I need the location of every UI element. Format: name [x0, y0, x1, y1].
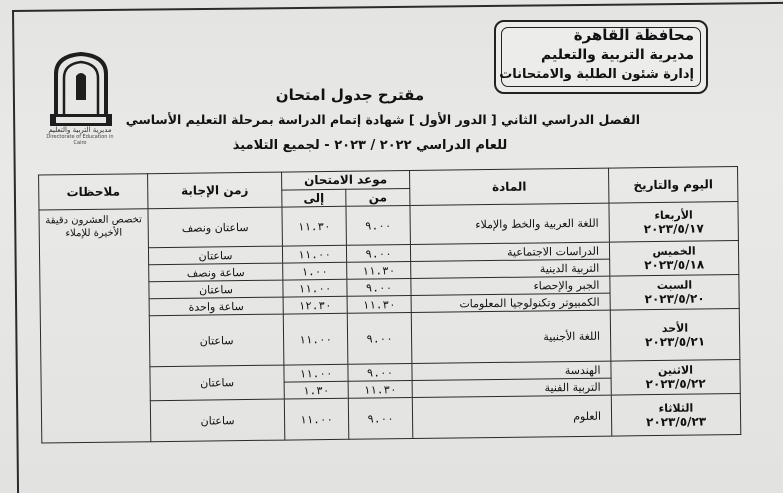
day-date-cell: [610, 308, 740, 361]
end-time-cell: ١.٠٠: [283, 262, 347, 280]
header-notes: ملاحظات: [39, 174, 148, 210]
exam-schedule-table: [38, 166, 741, 444]
duration-cell: ساعتان: [149, 280, 283, 299]
start-time-cell: ٩.٠٠: [347, 279, 411, 297]
day-date-cell: [609, 241, 738, 277]
end-time-cell: ١١.٠٠: [282, 245, 346, 263]
authority-directorate: مديرية التربية والتعليم: [541, 47, 694, 63]
day-name: الاثنين: [657, 363, 694, 377]
start-time-cell: ٩.٠٠: [346, 206, 410, 246]
start-time-cell: ١١.٣٠: [348, 380, 412, 398]
document-subtitle: الفصل الدراسي الثاني [ الدور الأول ] شهادة إتمام الدراسة بمرحلة التعليم الأساسي: [125, 112, 640, 127]
start-time-cell: ١١.٣٠: [347, 262, 411, 280]
logo-caption-english: Directorate of Education in Cairo: [46, 134, 114, 146]
duration-cell: ساعة ونصف: [149, 263, 283, 282]
notes-cell: تخصص العشرون دقيقة الأخيرة للإملاء: [39, 209, 151, 443]
logo-caption-arabic: مديرية التربية والتعليم: [48, 126, 112, 134]
header-exam-time: موعد الامتحان: [282, 171, 410, 190]
document-title: مقترح جدول امتحان: [275, 86, 425, 104]
start-time-cell: ٩.٠٠: [348, 397, 412, 439]
exam-date: ٢٠٢٣/٥/٢٢: [645, 376, 706, 392]
exam-date: ٢٠٢٣/٥/١٨: [644, 257, 705, 273]
duration-cell: ساعة واحدة: [149, 297, 283, 316]
end-time-cell: ١٢.٣٠: [283, 296, 347, 314]
header-to: إلى: [282, 189, 346, 207]
subject-cell: الجبر والإحصاء: [411, 276, 610, 295]
subject-cell: العلوم: [412, 395, 611, 438]
day-date-cell: [610, 274, 739, 310]
subject-cell: اللغة العربية والخط والإملاء: [410, 203, 609, 244]
subject-cell: الكمبيوتر وتكنولوجيا المعلومات: [411, 293, 610, 312]
end-time-cell: ١١.٠٠: [284, 364, 348, 382]
day-name: السبت: [656, 278, 693, 293]
end-time-cell: ١١.٠٠: [284, 398, 348, 440]
duration-cell: ساعتان: [148, 246, 282, 265]
start-time-cell: ٩.٠٠: [346, 245, 410, 263]
exam-date: ٢٠٢٣/٥/٢٣: [645, 413, 707, 429]
end-time-cell: ١١.٣٠: [282, 206, 346, 246]
end-time-cell: ١.٣٠: [284, 381, 348, 399]
start-time-cell: ٩.٠٠: [348, 363, 412, 381]
subject-cell: التربية الدينية: [411, 259, 610, 278]
subject-cell: الهندسة: [412, 361, 611, 380]
authority-department: إدارة شئون الطلبة والامتحانات: [499, 67, 694, 82]
subject-cell: الدراسات الاجتماعية: [410, 242, 609, 261]
duration-cell: ساعتان ونصف: [148, 207, 282, 248]
header-subject: المادة: [410, 168, 609, 205]
authority-governorate: محافظة القاهرة: [573, 26, 694, 44]
duration-cell: ساعتان: [150, 399, 284, 442]
subject-cell: التربية الفنية: [412, 378, 611, 397]
day-name: الأحد: [661, 321, 689, 335]
end-time-cell: ١١.٠٠: [283, 279, 347, 297]
day-date-cell: [611, 359, 740, 395]
day-name: الثلاثاء: [658, 401, 694, 415]
end-time-cell: ١١.٠٠: [283, 313, 348, 365]
authority-box: [494, 20, 708, 94]
start-time-cell: ١١.٣٠: [347, 296, 411, 314]
header-from: من: [346, 188, 410, 206]
day-date-cell: [609, 202, 738, 243]
subject-cell: اللغة الأجنبية: [411, 310, 611, 363]
start-time-cell: ٩.٠٠: [347, 313, 412, 365]
day-name: الخميس: [652, 244, 696, 259]
duration-cell: ساعتان: [149, 314, 284, 367]
duration-cell: ساعتان: [150, 365, 284, 401]
header-day-date: اليوم والتاريخ: [609, 167, 738, 204]
academic-year-line: للعام الدراسي ٢٠٢٢ / ٢٠٢٣ - لجميع التلاميذ: [232, 138, 508, 153]
exam-date: ٢٠٢٣/٥/٢٠: [644, 291, 705, 307]
day-date-cell: [611, 393, 740, 436]
exam-date: ٢٠٢٣/٥/٢١: [645, 333, 706, 349]
exam-date: ٢٠٢٣/٥/١٧: [643, 220, 704, 236]
day-name: الأربعاء: [654, 208, 693, 222]
header-duration: زمن الإجابة: [148, 172, 282, 209]
